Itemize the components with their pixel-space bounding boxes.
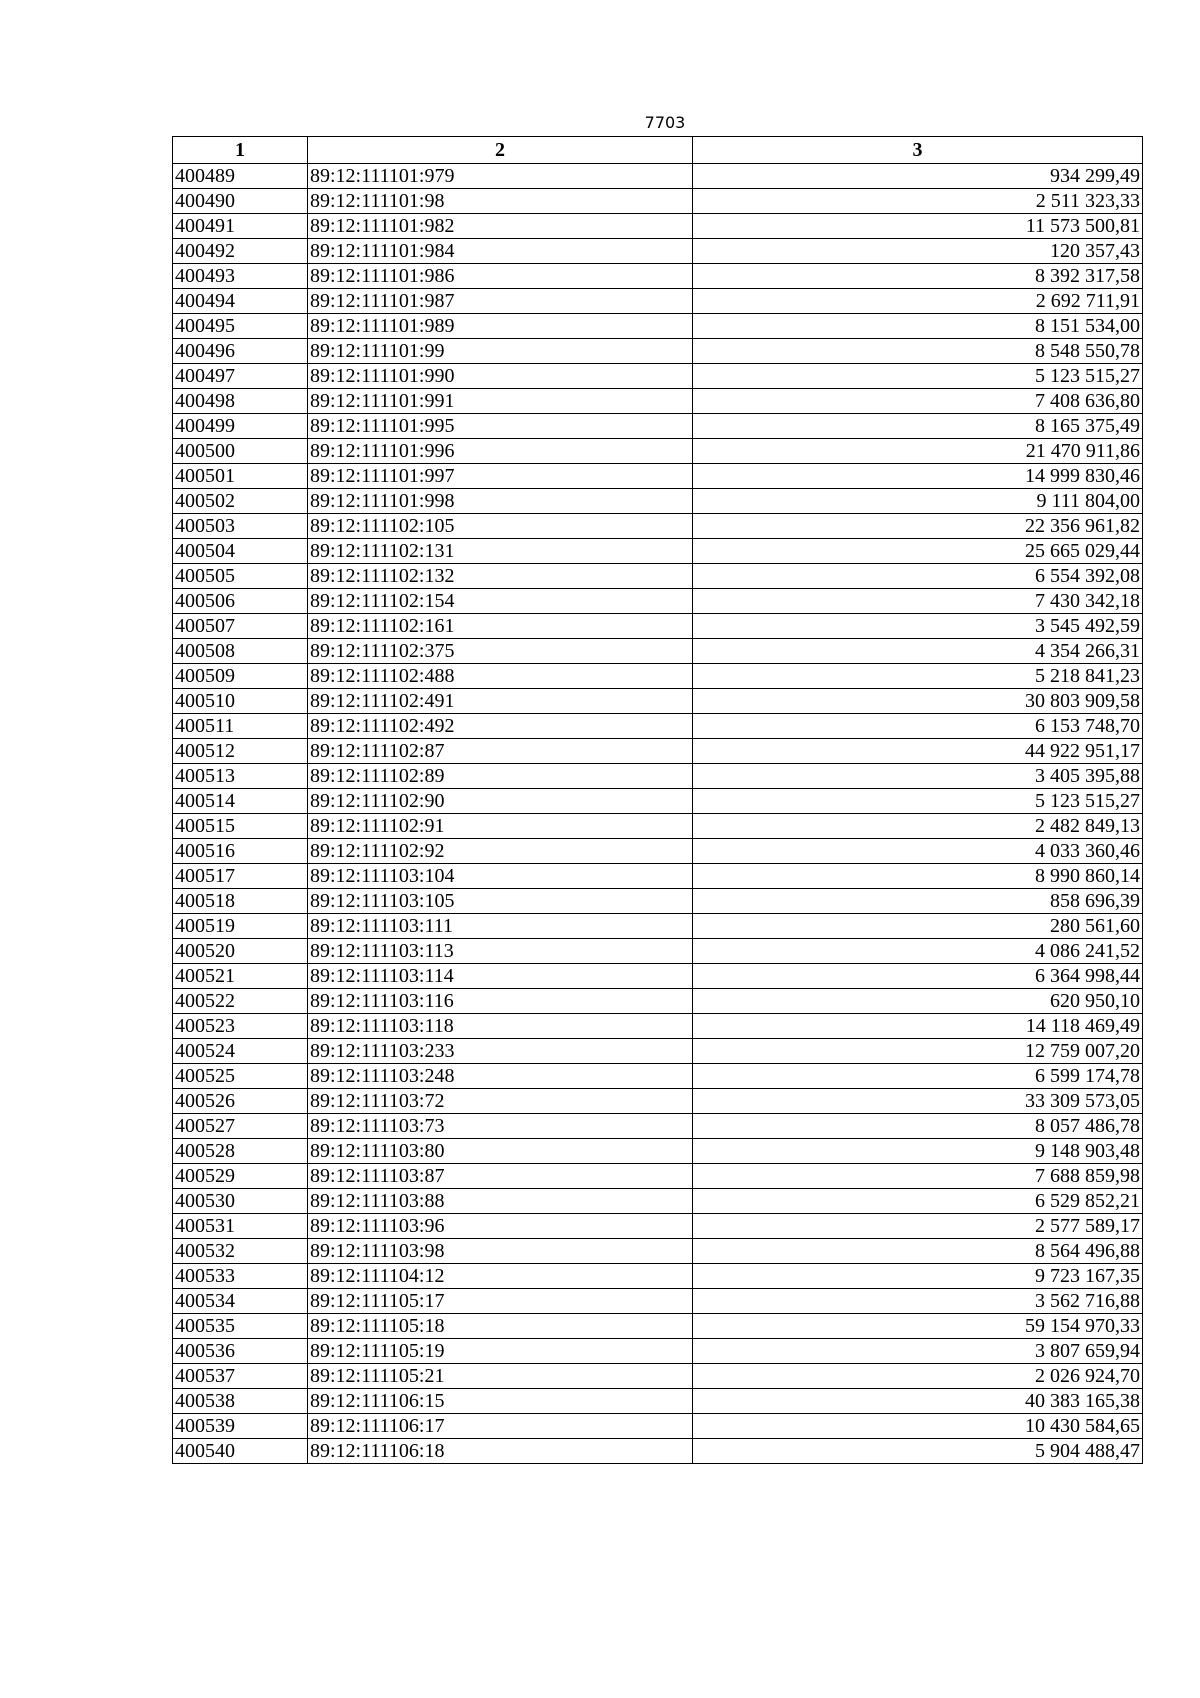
cadastral-number-cell: 89:12:111103:72 bbox=[308, 1089, 693, 1114]
cadastral-number-cell: 89:12:111104:12 bbox=[308, 1264, 693, 1289]
row-number-cell: 400539 bbox=[173, 1414, 308, 1439]
table-row bbox=[173, 789, 1143, 814]
row-number-cell: 400492 bbox=[173, 239, 308, 264]
table-row bbox=[173, 414, 1143, 439]
cadastral-number-cell: 89:12:111101:984 bbox=[308, 239, 693, 264]
value-cell: 280 561,60 bbox=[693, 914, 1143, 939]
row-number-cell: 400505 bbox=[173, 564, 308, 589]
cadastral-number-cell: 89:12:111102:89 bbox=[308, 764, 693, 789]
row-number-cell: 400496 bbox=[173, 339, 308, 364]
row-number-cell: 400528 bbox=[173, 1139, 308, 1164]
cadastral-number-cell: 89:12:111101:982 bbox=[308, 214, 693, 239]
cadastral-number-cell: 89:12:111102:488 bbox=[308, 664, 693, 689]
cadastral-number-cell: 89:12:111102:161 bbox=[308, 614, 693, 639]
data-table bbox=[172, 136, 1143, 1464]
value-cell: 21 470 911,86 bbox=[693, 439, 1143, 464]
value-cell: 14 118 469,49 bbox=[693, 1014, 1143, 1039]
header-row bbox=[173, 137, 1143, 164]
cadastral-number-cell: 89:12:111103:116 bbox=[308, 989, 693, 1014]
row-number-cell: 400537 bbox=[173, 1364, 308, 1389]
value-cell: 7 430 342,18 bbox=[693, 589, 1143, 614]
cadastral-number-cell: 89:12:111105:18 bbox=[308, 1314, 693, 1339]
cadastral-number-cell: 89:12:111101:997 bbox=[308, 464, 693, 489]
table-row bbox=[173, 1089, 1143, 1114]
table-row bbox=[173, 714, 1143, 739]
value-cell: 620 950,10 bbox=[693, 989, 1143, 1014]
row-number-cell: 400508 bbox=[173, 639, 308, 664]
value-cell: 8 548 550,78 bbox=[693, 339, 1143, 364]
table-row bbox=[173, 514, 1143, 539]
row-number-cell: 400535 bbox=[173, 1314, 308, 1339]
cadastral-number-cell: 89:12:111101:989 bbox=[308, 314, 693, 339]
table-row bbox=[173, 1389, 1143, 1414]
cadastral-number-cell: 89:12:111101:995 bbox=[308, 414, 693, 439]
table-row bbox=[173, 914, 1143, 939]
row-number-cell: 400523 bbox=[173, 1014, 308, 1039]
column-header-2: 2 bbox=[308, 137, 693, 164]
value-cell: 2 692 711,91 bbox=[693, 289, 1143, 314]
table-row bbox=[173, 1214, 1143, 1239]
row-number-cell: 400515 bbox=[173, 814, 308, 839]
table-row bbox=[173, 364, 1143, 389]
table-row bbox=[173, 189, 1143, 214]
value-cell: 3 545 492,59 bbox=[693, 614, 1143, 639]
page-number: 7703 bbox=[644, 113, 686, 132]
value-cell: 858 696,39 bbox=[693, 889, 1143, 914]
table-row bbox=[173, 1164, 1143, 1189]
value-cell: 5 218 841,23 bbox=[693, 664, 1143, 689]
row-number-cell: 400493 bbox=[173, 264, 308, 289]
row-number-cell: 400503 bbox=[173, 514, 308, 539]
table-row bbox=[173, 839, 1143, 864]
value-cell: 11 573 500,81 bbox=[693, 214, 1143, 239]
cadastral-number-cell: 89:12:111105:21 bbox=[308, 1364, 693, 1389]
row-number-cell: 400529 bbox=[173, 1164, 308, 1189]
table-row bbox=[173, 589, 1143, 614]
value-cell: 44 922 951,17 bbox=[693, 739, 1143, 764]
column-header-1: 1 bbox=[173, 137, 308, 164]
row-number-cell: 400538 bbox=[173, 1389, 308, 1414]
row-number-cell: 400491 bbox=[173, 214, 308, 239]
value-cell: 8 057 486,78 bbox=[693, 1114, 1143, 1139]
value-cell: 6 153 748,70 bbox=[693, 714, 1143, 739]
row-number-cell: 400499 bbox=[173, 414, 308, 439]
table-row bbox=[173, 864, 1143, 889]
value-cell: 2 577 589,17 bbox=[693, 1214, 1143, 1239]
table-body bbox=[173, 164, 1143, 1464]
table-row bbox=[173, 314, 1143, 339]
value-cell: 59 154 970,33 bbox=[693, 1314, 1143, 1339]
cadastral-number-cell: 89:12:111103:118 bbox=[308, 1014, 693, 1039]
row-number-cell: 400516 bbox=[173, 839, 308, 864]
cadastral-number-cell: 89:12:111103:248 bbox=[308, 1064, 693, 1089]
value-cell: 12 759 007,20 bbox=[693, 1039, 1143, 1064]
cadastral-number-cell: 89:12:111103:113 bbox=[308, 939, 693, 964]
cadastral-number-cell: 89:12:111103:105 bbox=[308, 889, 693, 914]
table-row bbox=[173, 339, 1143, 364]
row-number-cell: 400532 bbox=[173, 1239, 308, 1264]
value-cell: 5 123 515,27 bbox=[693, 789, 1143, 814]
row-number-cell: 400533 bbox=[173, 1264, 308, 1289]
value-cell: 40 383 165,38 bbox=[693, 1389, 1143, 1414]
cadastral-number-cell: 89:12:111102:91 bbox=[308, 814, 693, 839]
value-cell: 14 999 830,46 bbox=[693, 464, 1143, 489]
cadastral-number-cell: 89:12:111103:111 bbox=[308, 914, 693, 939]
table-row bbox=[173, 989, 1143, 1014]
cadastral-number-cell: 89:12:111103:73 bbox=[308, 1114, 693, 1139]
table-row bbox=[173, 289, 1143, 314]
row-number-cell: 400495 bbox=[173, 314, 308, 339]
row-number-cell: 400500 bbox=[173, 439, 308, 464]
row-number-cell: 400507 bbox=[173, 614, 308, 639]
table-row bbox=[173, 1189, 1143, 1214]
row-number-cell: 400531 bbox=[173, 1214, 308, 1239]
cadastral-number-cell: 89:12:111106:15 bbox=[308, 1389, 693, 1414]
value-cell: 6 554 392,08 bbox=[693, 564, 1143, 589]
value-cell: 3 405 395,88 bbox=[693, 764, 1143, 789]
row-number-cell: 400530 bbox=[173, 1189, 308, 1214]
cadastral-number-cell: 89:12:111101:996 bbox=[308, 439, 693, 464]
table-row bbox=[173, 689, 1143, 714]
value-cell: 9 723 167,35 bbox=[693, 1264, 1143, 1289]
value-cell: 33 309 573,05 bbox=[693, 1089, 1143, 1114]
value-cell: 6 529 852,21 bbox=[693, 1189, 1143, 1214]
row-number-cell: 400498 bbox=[173, 389, 308, 414]
cadastral-number-cell: 89:12:111101:998 bbox=[308, 489, 693, 514]
value-cell: 25 665 029,44 bbox=[693, 539, 1143, 564]
column-header-3: 3 bbox=[693, 137, 1143, 164]
value-cell: 8 392 317,58 bbox=[693, 264, 1143, 289]
value-cell: 10 430 584,65 bbox=[693, 1414, 1143, 1439]
row-number-cell: 400521 bbox=[173, 964, 308, 989]
cadastral-number-cell: 89:12:111102:132 bbox=[308, 564, 693, 589]
cadastral-number-cell: 89:12:111102:491 bbox=[308, 689, 693, 714]
value-cell: 6 364 998,44 bbox=[693, 964, 1143, 989]
row-number-cell: 400497 bbox=[173, 364, 308, 389]
row-number-cell: 400527 bbox=[173, 1114, 308, 1139]
row-number-cell: 400494 bbox=[173, 289, 308, 314]
row-number-cell: 400519 bbox=[173, 914, 308, 939]
cadastral-number-cell: 89:12:111102:154 bbox=[308, 589, 693, 614]
table-row bbox=[173, 1289, 1143, 1314]
row-number-cell: 400511 bbox=[173, 714, 308, 739]
cadastral-number-cell: 89:12:111103:114 bbox=[308, 964, 693, 989]
cadastral-number-cell: 89:12:111103:88 bbox=[308, 1189, 693, 1214]
value-cell: 8 151 534,00 bbox=[693, 314, 1143, 339]
table-header bbox=[173, 137, 1143, 164]
value-cell: 7 408 636,80 bbox=[693, 389, 1143, 414]
table-row bbox=[173, 489, 1143, 514]
cadastral-number-cell: 89:12:111101:987 bbox=[308, 289, 693, 314]
table-row bbox=[173, 464, 1143, 489]
value-cell: 120 357,43 bbox=[693, 239, 1143, 264]
cadastral-number-cell: 89:12:111103:80 bbox=[308, 1139, 693, 1164]
row-number-cell: 400512 bbox=[173, 739, 308, 764]
row-number-cell: 400525 bbox=[173, 1064, 308, 1089]
value-cell: 8 990 860,14 bbox=[693, 864, 1143, 889]
table-row bbox=[173, 1414, 1143, 1439]
table-row bbox=[173, 389, 1143, 414]
table-row bbox=[173, 1064, 1143, 1089]
value-cell: 4 033 360,46 bbox=[693, 839, 1143, 864]
row-number-cell: 400540 bbox=[173, 1439, 308, 1464]
cadastral-number-cell: 89:12:111102:90 bbox=[308, 789, 693, 814]
row-number-cell: 400514 bbox=[173, 789, 308, 814]
table-row bbox=[173, 214, 1143, 239]
table-row bbox=[173, 439, 1143, 464]
value-cell: 3 807 659,94 bbox=[693, 1339, 1143, 1364]
row-number-cell: 400526 bbox=[173, 1089, 308, 1114]
row-number-cell: 400510 bbox=[173, 689, 308, 714]
value-cell: 5 123 515,27 bbox=[693, 364, 1143, 389]
value-cell: 2 511 323,33 bbox=[693, 189, 1143, 214]
table-row bbox=[173, 1339, 1143, 1364]
row-number-cell: 400517 bbox=[173, 864, 308, 889]
row-number-cell: 400502 bbox=[173, 489, 308, 514]
table-row bbox=[173, 764, 1143, 789]
table-row bbox=[173, 664, 1143, 689]
value-cell: 8 564 496,88 bbox=[693, 1239, 1143, 1264]
value-cell: 7 688 859,98 bbox=[693, 1164, 1143, 1189]
row-number-cell: 400522 bbox=[173, 989, 308, 1014]
cadastral-number-cell: 89:12:111103:96 bbox=[308, 1214, 693, 1239]
table-row bbox=[173, 264, 1143, 289]
table-row bbox=[173, 239, 1143, 264]
table-row bbox=[173, 614, 1143, 639]
row-number-cell: 400513 bbox=[173, 764, 308, 789]
row-number-cell: 400489 bbox=[173, 164, 308, 189]
table-row bbox=[173, 1014, 1143, 1039]
value-cell: 9 148 903,48 bbox=[693, 1139, 1143, 1164]
value-cell: 22 356 961,82 bbox=[693, 514, 1143, 539]
cadastral-number-cell: 89:12:111101:979 bbox=[308, 164, 693, 189]
cadastral-number-cell: 89:12:111103:98 bbox=[308, 1239, 693, 1264]
value-cell: 6 599 174,78 bbox=[693, 1064, 1143, 1089]
cadastral-number-cell: 89:12:111102:105 bbox=[308, 514, 693, 539]
table-row bbox=[173, 739, 1143, 764]
cadastral-number-cell: 89:12:111103:87 bbox=[308, 1164, 693, 1189]
table-row bbox=[173, 1139, 1143, 1164]
cadastral-number-cell: 89:12:111101:991 bbox=[308, 389, 693, 414]
row-number-cell: 400518 bbox=[173, 889, 308, 914]
table-row bbox=[173, 1039, 1143, 1064]
cadastral-number-cell: 89:12:111105:17 bbox=[308, 1289, 693, 1314]
table-row bbox=[173, 1114, 1143, 1139]
table-row bbox=[173, 1364, 1143, 1389]
value-cell: 934 299,49 bbox=[693, 164, 1143, 189]
table-row bbox=[173, 1264, 1143, 1289]
row-number-cell: 400504 bbox=[173, 539, 308, 564]
table-row bbox=[173, 639, 1143, 664]
row-number-cell: 400524 bbox=[173, 1039, 308, 1064]
row-number-cell: 400506 bbox=[173, 589, 308, 614]
value-cell: 30 803 909,58 bbox=[693, 689, 1143, 714]
table-row bbox=[173, 1239, 1143, 1264]
cadastral-number-cell: 89:12:111105:19 bbox=[308, 1339, 693, 1364]
value-cell: 9 111 804,00 bbox=[693, 489, 1143, 514]
table-row bbox=[173, 814, 1143, 839]
table-row bbox=[173, 939, 1143, 964]
cadastral-number-cell: 89:12:111101:990 bbox=[308, 364, 693, 389]
cadastral-number-cell: 89:12:111102:131 bbox=[308, 539, 693, 564]
cadastral-number-cell: 89:12:111101:99 bbox=[308, 339, 693, 364]
row-number-cell: 400520 bbox=[173, 939, 308, 964]
cadastral-number-cell: 89:12:111102:375 bbox=[308, 639, 693, 664]
cadastral-number-cell: 89:12:111102:87 bbox=[308, 739, 693, 764]
value-cell: 3 562 716,88 bbox=[693, 1289, 1143, 1314]
cadastral-number-cell: 89:12:111106:18 bbox=[308, 1439, 693, 1464]
table-row bbox=[173, 164, 1143, 189]
cadastral-number-cell: 89:12:111101:986 bbox=[308, 264, 693, 289]
table-row bbox=[173, 964, 1143, 989]
row-number-cell: 400490 bbox=[173, 189, 308, 214]
cadastral-number-cell: 89:12:111101:98 bbox=[308, 189, 693, 214]
value-cell: 4 086 241,52 bbox=[693, 939, 1143, 964]
value-cell: 4 354 266,31 bbox=[693, 639, 1143, 664]
table-row bbox=[173, 1439, 1143, 1464]
value-cell: 8 165 375,49 bbox=[693, 414, 1143, 439]
value-cell: 5 904 488,47 bbox=[693, 1439, 1143, 1464]
value-cell: 2 026 924,70 bbox=[693, 1364, 1143, 1389]
cadastral-number-cell: 89:12:111102:92 bbox=[308, 839, 693, 864]
table-row bbox=[173, 1314, 1143, 1339]
row-number-cell: 400536 bbox=[173, 1339, 308, 1364]
cadastral-number-cell: 89:12:111103:233 bbox=[308, 1039, 693, 1064]
row-number-cell: 400509 bbox=[173, 664, 308, 689]
table-row bbox=[173, 539, 1143, 564]
cadastral-number-cell: 89:12:111106:17 bbox=[308, 1414, 693, 1439]
cadastral-number-cell: 89:12:111103:104 bbox=[308, 864, 693, 889]
table-row bbox=[173, 889, 1143, 914]
row-number-cell: 400534 bbox=[173, 1289, 308, 1314]
row-number-cell: 400501 bbox=[173, 464, 308, 489]
table-row bbox=[173, 564, 1143, 589]
cadastral-number-cell: 89:12:111102:492 bbox=[308, 714, 693, 739]
value-cell: 2 482 849,13 bbox=[693, 814, 1143, 839]
